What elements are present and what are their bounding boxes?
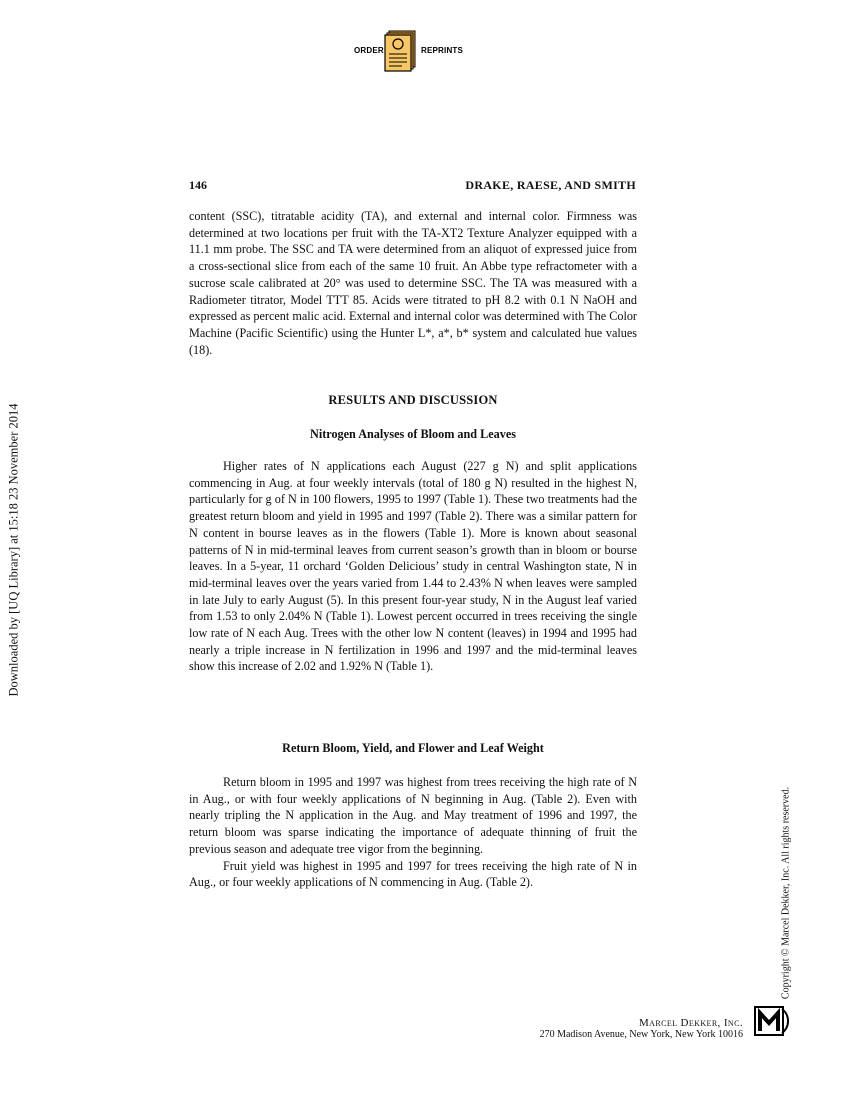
results-heading: RESULTS AND DISCUSSION: [328, 393, 498, 407]
running-head: [189, 178, 636, 194]
reprints-label[interactable]: REPRINTS: [421, 46, 464, 55]
nitrogen-subheading: Nitrogen Analyses of Bloom and Leaves: [310, 427, 516, 441]
download-stamp: Downloaded by [UQ Library] at 15:18 23 November 2014: [6, 403, 21, 697]
return-bloom-paragraph-2: Fruit yield was highest in 1995 and 1997 for trees receiving the high rate of N in Aug., or four weekly applications of N commencing in Aug. (Table 2).: [189, 858, 637, 890]
publisher-address: 270 Madison Avenue, New York, New York 10016: [539, 1029, 743, 1040]
nitrogen-paragraph-block: [189, 458, 637, 675]
running-head-authors: DRAKE, RAESE, AND SMITH: [465, 178, 636, 192]
order-reprints-badge[interactable]: [0, 30, 850, 74]
methods-paragraph: content (SSC), titratable acidity (TA), and external and internal color. Firmness was determined at two locations per fruit with the TA-XT2 Texture Analyzer equipped with a 11.1 mm probe. The SSC and TA were determined from an aliquot of expressed juice from a cross-sectional slice from each of the same 10 fruit. An Abbe type refractometer with a sucrose scale calibrated at 20° was used to determine SSC. The TA was measured with a Radiometer titrator, Model TTT 85. Acids were titrated to pH 8.2 with 0.1 N NaOH and expressed as percent malic acid. External and internal color was determined with The Color Machine (Pacific Scientific) using the Hunter L*, a*, b* system and calculated hue values (18).: [189, 209, 637, 357]
page-number: 146: [189, 178, 207, 192]
publisher-logo-icon: [752, 1005, 792, 1037]
publisher-footer: [540, 1017, 743, 1041]
copyright-stamp: Copyright © Marcel Dekker, Inc. All rights reserved.: [780, 786, 792, 1000]
nitrogen-paragraph: Higher rates of N applications each August (227 g N) and split applications commencing in Aug. at four weekly intervals (total of 180 g N) resulted in the highest N, particularly for g of N in 100 flowers, 1995 to 1997 (Table 1). These two treatments had the greatest return bloom and yield in 1995 and 1997 (Table 2). There was a similar pattern for N content in bourse leaves as in the flowers (Table 1). More is known about seasonal patterns of N in mid-terminal leaves from current season’s growth than in bloom or bourse leaves. In a 5-year, 11 orchard ‘Golden Delicious’ study in central Washington state, N in mid-terminal leaves over the years varied from 1.44 to 2.43% N when leaves were sampled in late July to early August (5). In this present four-year study, N in the August leaf varied from 1.53 to only 2.04% N (Table 1). Lowest percent occurred in trees receiving the single low rate of N each Aug. Trees with the other low N content (leaves) in 1994 and 1995 had nearly a triple increase in N fertilization in 1996 and 1997 and the mid-terminal leaves show this increase of 2.02 and 1.92% N (Table 1).: [189, 459, 637, 674]
return-bloom-paragraph-1: Return bloom in 1995 and 1997 was highest from trees receiving the high rate of N in Aug., or with four weekly applications of N beginning in Aug. (Table 2). Even with nearly tripling the N application in the Aug. and May treatment of 1996 and 1997, the return bloom was sparse indicating the importance of adequate thinning of fruit the previous season and adequate tree vigor from the beginning.: [189, 775, 637, 856]
return-bloom-paragraph-block: [189, 774, 637, 891]
publisher-name: Marcel Dekker, Inc.: [639, 1017, 743, 1029]
return-bloom-subheading: Return Bloom, Yield, and Flower and Leaf Weight: [282, 741, 544, 755]
order-label[interactable]: ORDER: [354, 46, 384, 55]
methods-paragraph-block: [189, 208, 637, 358]
order-reprints-icon[interactable]: [384, 30, 418, 72]
